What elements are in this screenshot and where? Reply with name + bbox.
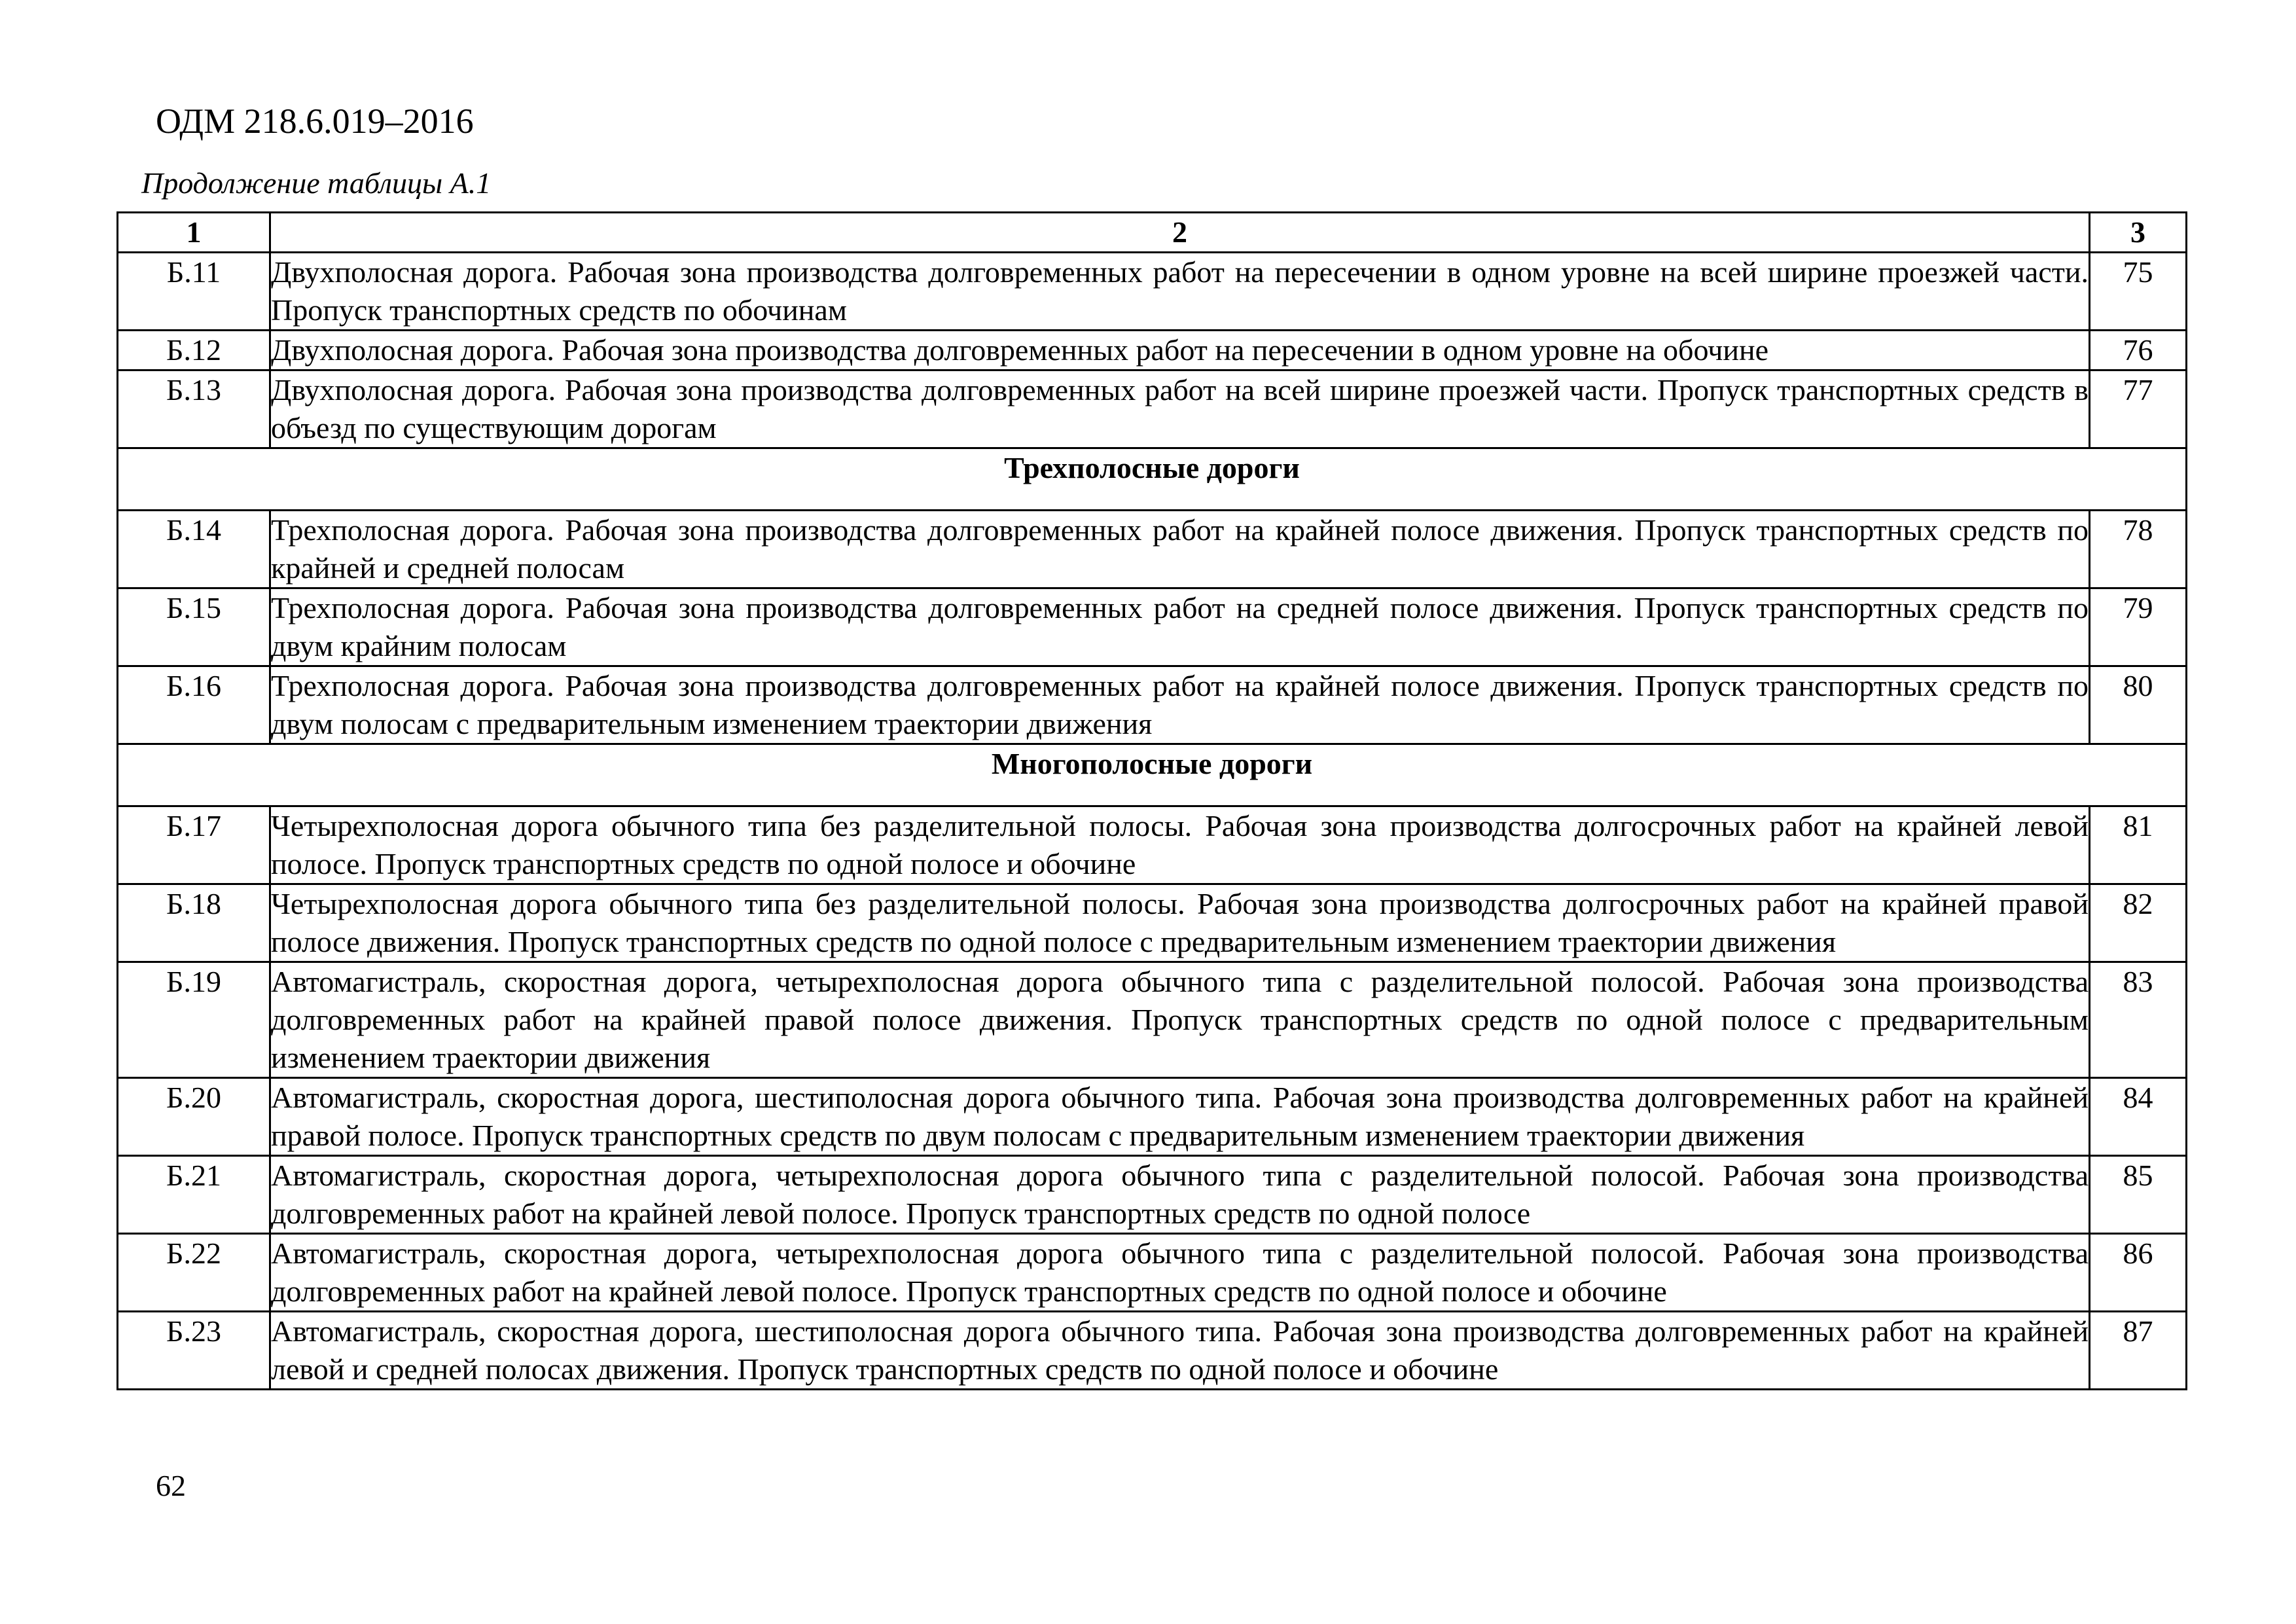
table-row bbox=[118, 1312, 2187, 1390]
page-reference-cell: 80 bbox=[2090, 666, 2187, 744]
scheme-description-cell: Четырехполосная дорога обычного типа без разделительной полосы. Рабочая зона производства долгосрочных работ на крайней левой полосе. Пропуск транспортных средств по одной полосе и обочине bbox=[270, 806, 2090, 884]
table-row bbox=[118, 1234, 2187, 1312]
table-row bbox=[118, 331, 2187, 370]
page-reference-cell: 83 bbox=[2090, 962, 2187, 1078]
scheme-description-cell: Четырехполосная дорога обычного типа без разделительной полосы. Рабочая зона производства долгосрочных работ на крайней правой полосе движения. Пропуск транспортных средств по одной полосе с предварительным изменением траектории движения bbox=[270, 884, 2090, 962]
scheme-description-cell: Автомагистраль, скоростная дорога, шестиполосная дорога обычного типа. Рабочая зона производства долговременных работ на крайней левой и средней полосах движения. Пропуск транспортных средств по одной полосе и обочине bbox=[270, 1312, 2090, 1390]
page-reference-cell: 77 bbox=[2090, 370, 2187, 448]
page-reference-cell: 85 bbox=[2090, 1156, 2187, 1234]
section-heading-row bbox=[118, 448, 2187, 511]
page-reference-cell: 78 bbox=[2090, 511, 2187, 588]
table-row bbox=[118, 1078, 2187, 1156]
table-row bbox=[118, 253, 2187, 331]
scheme-code-cell: Б.14 bbox=[118, 511, 270, 588]
table-header-row bbox=[118, 213, 2187, 253]
page-reference-cell: 87 bbox=[2090, 1312, 2187, 1390]
page-reference-cell: 75 bbox=[2090, 253, 2187, 331]
column-header-2: 2 bbox=[270, 213, 2090, 253]
scheme-code-cell: Б.16 bbox=[118, 666, 270, 744]
scheme-code-cell: Б.21 bbox=[118, 1156, 270, 1234]
column-header-1: 1 bbox=[118, 213, 270, 253]
document-code: ОДМ 218.6.019–2016 bbox=[156, 101, 474, 141]
table-row bbox=[118, 666, 2187, 744]
scheme-description-cell: Трехполосная дорога. Рабочая зона производства долговременных работ на средней полосе движения. Пропуск транспортных средств по двум крайним полосам bbox=[270, 588, 2090, 666]
scheme-description-cell: Двухполосная дорога. Рабочая зона производства долговременных работ на пересечении в одном уровне на всей ширине проезжей части. Пропуск транспортных средств по обочинам bbox=[270, 253, 2090, 331]
scheme-code-cell: Б.17 bbox=[118, 806, 270, 884]
scheme-description-cell: Трехполосная дорога. Рабочая зона производства долговременных работ на крайней полосе движения. Пропуск транспортных средств по двум полосам с предварительным изменением траектории движения bbox=[270, 666, 2090, 744]
page-reference-cell: 86 bbox=[2090, 1234, 2187, 1312]
scheme-code-cell: Б.19 bbox=[118, 962, 270, 1078]
table-row bbox=[118, 1156, 2187, 1234]
scheme-description-cell: Автомагистраль, скоростная дорога, четырехполосная дорога обычного типа с разделительной полосой. Рабочая зона производства долговременных работ на крайней левой полосе. Пропуск транспортных средств по одной полосе и обочине bbox=[270, 1234, 2090, 1312]
table-body bbox=[118, 213, 2187, 1390]
column-header-3: 3 bbox=[2090, 213, 2187, 253]
scheme-code-cell: Б.15 bbox=[118, 588, 270, 666]
page-reference-cell: 84 bbox=[2090, 1078, 2187, 1156]
scheme-code-cell: Б.22 bbox=[118, 1234, 270, 1312]
scheme-code-cell: Б.11 bbox=[118, 253, 270, 331]
scheme-code-cell: Б.23 bbox=[118, 1312, 270, 1390]
table-row bbox=[118, 511, 2187, 588]
scheme-description-cell: Автомагистраль, скоростная дорога, четырехполосная дорога обычного типа с разделительной полосой. Рабочая зона производства долговременных работ на крайней правой полосе движения. Пропуск транспортных средств по одной полосе с предварительным изменением траектории движения bbox=[270, 962, 2090, 1078]
appendix-table bbox=[117, 211, 2187, 1390]
page-reference-cell: 76 bbox=[2090, 331, 2187, 370]
scheme-code-cell: Б.18 bbox=[118, 884, 270, 962]
section-heading: Трехполосные дороги bbox=[118, 448, 2187, 511]
scheme-description-cell: Двухполосная дорога. Рабочая зона производства долговременных работ на всей ширине проезжей части. Пропуск транспортных средств в объезд по существующим дорогам bbox=[270, 370, 2090, 448]
page-number: 62 bbox=[156, 1469, 186, 1502]
scheme-code-cell: Б.13 bbox=[118, 370, 270, 448]
scheme-code-cell: Б.12 bbox=[118, 331, 270, 370]
scheme-description-cell: Трехполосная дорога. Рабочая зона производства долговременных работ на крайней полосе движения. Пропуск транспортных средств по крайней и средней полосам bbox=[270, 511, 2090, 588]
table-row bbox=[118, 806, 2187, 884]
table-continuation-caption: Продолжение таблицы А.1 bbox=[141, 166, 492, 200]
scheme-description-cell: Автомагистраль, скоростная дорога, шестиполосная дорога обычного типа. Рабочая зона производства долговременных работ на крайней правой полосе. Пропуск транспортных средств по двум полосам с предварительным изменением траектории движения bbox=[270, 1078, 2090, 1156]
table-row bbox=[118, 884, 2187, 962]
page-reference-cell: 79 bbox=[2090, 588, 2187, 666]
table-row bbox=[118, 370, 2187, 448]
scheme-description-cell: Автомагистраль, скоростная дорога, четырехполосная дорога обычного типа с разделительной полосой. Рабочая зона производства долговременных работ на крайней левой полосе. Пропуск транспортных средств по одной полосе bbox=[270, 1156, 2090, 1234]
scheme-description-cell: Двухполосная дорога. Рабочая зона производства долговременных работ на пересечении в одном уровне на обочине bbox=[270, 331, 2090, 370]
table-row bbox=[118, 962, 2187, 1078]
section-heading: Многополосные дороги bbox=[118, 744, 2187, 806]
table-row bbox=[118, 588, 2187, 666]
section-heading-row bbox=[118, 744, 2187, 806]
page-reference-cell: 81 bbox=[2090, 806, 2187, 884]
page-reference-cell: 82 bbox=[2090, 884, 2187, 962]
scheme-code-cell: Б.20 bbox=[118, 1078, 270, 1156]
